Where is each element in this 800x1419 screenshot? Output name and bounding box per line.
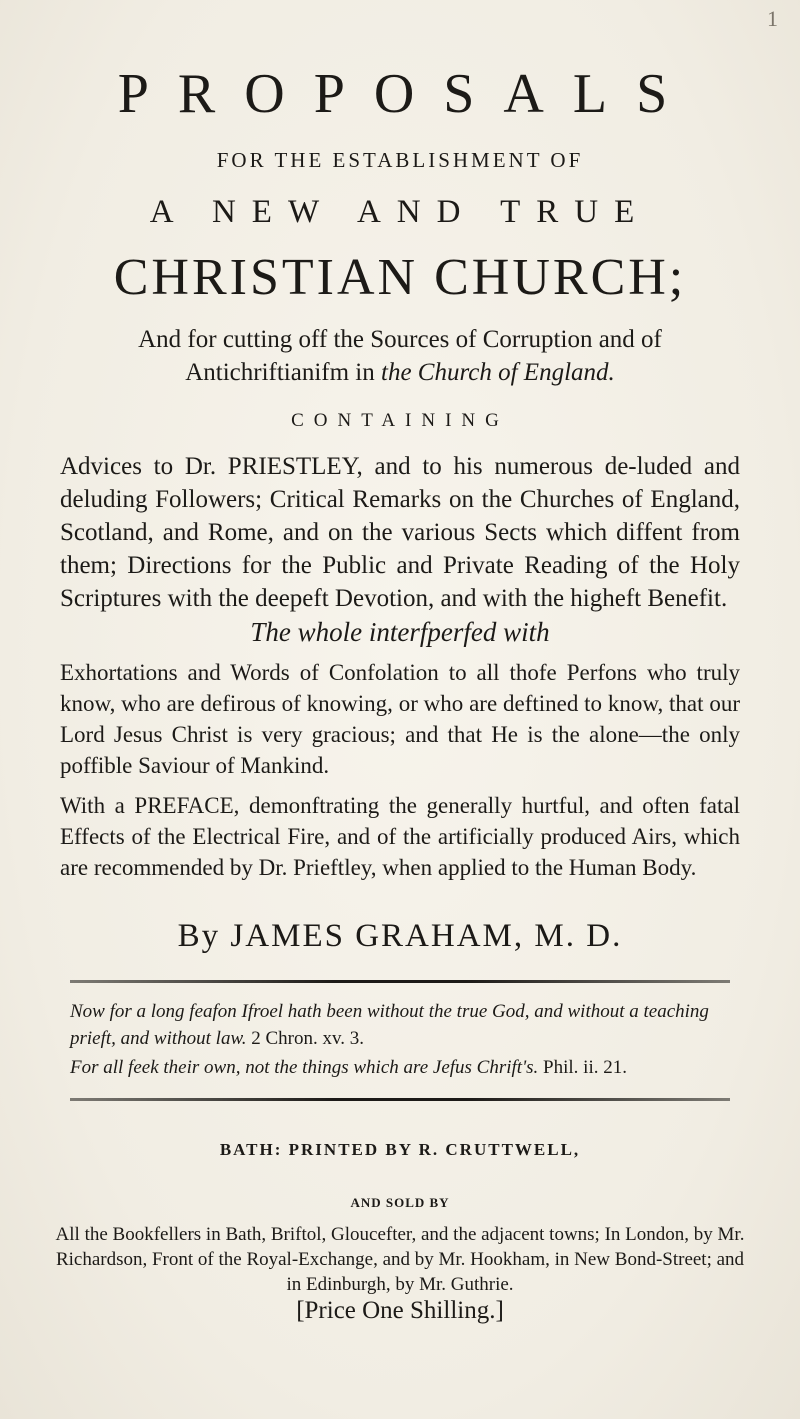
description-text: And for cutting off the Sources of Corruption and of Antichriftianifm in <box>138 326 662 386</box>
corner-page-mark: 1 <box>767 6 778 31</box>
containing-heading: CONTAINING <box>291 410 509 431</box>
sold-by-line: AND SOLD BY <box>350 1195 450 1210</box>
imprint-line: BATH: PRINTED BY R. CRUTTWELL, <box>219 1140 581 1159</box>
epigraph-1-text: Now for a long feafon Ifroel hath been without the true God, and without a teaching prieft, and without law. <box>70 1001 709 1049</box>
author-line: By JAMES GRAHAM, M. D. <box>177 918 623 954</box>
description <box>60 323 740 389</box>
main-title: PROPOSALS <box>117 63 697 125</box>
epigraph-2-text: For all feek their own, not the things which are Jefus Chrift's. <box>70 1057 539 1078</box>
divider-rule-top <box>70 980 730 983</box>
preface-paragraph: With a PREFACE, demonftrating the generally hurtful, and often fatal Effects of the Electrical Fire, and of the artificially produced Airs, which are recommended by Dr. Prieftley, when applied to the Human Body. <box>60 793 740 880</box>
description-italic: the Church of England. <box>381 359 615 386</box>
booksellers-text: All the Bookfellers in Bath, Briftol, Gloucefter, and the adjacent towns; In London, by Mr. Richardson, Front of the Royal-Exchange, and by Mr. Hookham, in New Bond-Street; and in Edinburgh, by Mr. Guthrie. <box>55 1224 745 1295</box>
epigraph-1-reference: 2 Chron. xv. 3. <box>251 1028 364 1049</box>
subtitle-christian-church: CHRISTIAN CHURCH; <box>113 249 687 306</box>
subtitle-new-and-true: A NEW AND TRUE <box>149 194 651 230</box>
price-line: [Price One Shilling.] <box>296 1297 504 1324</box>
exhortations-paragraph: Exhortations and Words of Confolation to all thofe Perfons who truly know, who are defirous of knowing, or who are deftined to know, that our Lord Jesus Christ is very gracious; and that He is the alone—the only poffible Saviour of Mankind. <box>60 660 740 778</box>
epigraph-2 <box>70 1054 730 1081</box>
epigraph-2-reference: Phil. ii. 21. <box>543 1057 627 1078</box>
contents-paragraph: Advices to Dr. PRIESTLEY, and to his numerous de-luded and deluding Followers; Critical Remarks on the Churches of England, Scotland, and Rome, and on the various Sects which diffent from them; Directions for the Public and Private Reading of the Holy Scriptures with the deepeft Devotion, and with the higheft Benefit. <box>60 453 740 612</box>
divider-rule-bottom <box>70 1098 730 1101</box>
subtitle-establishment: FOR THE ESTABLISHMENT OF <box>216 148 584 172</box>
interleaf-heading: The whole interfperfed with <box>250 617 550 647</box>
epigraph-1 <box>70 998 730 1052</box>
